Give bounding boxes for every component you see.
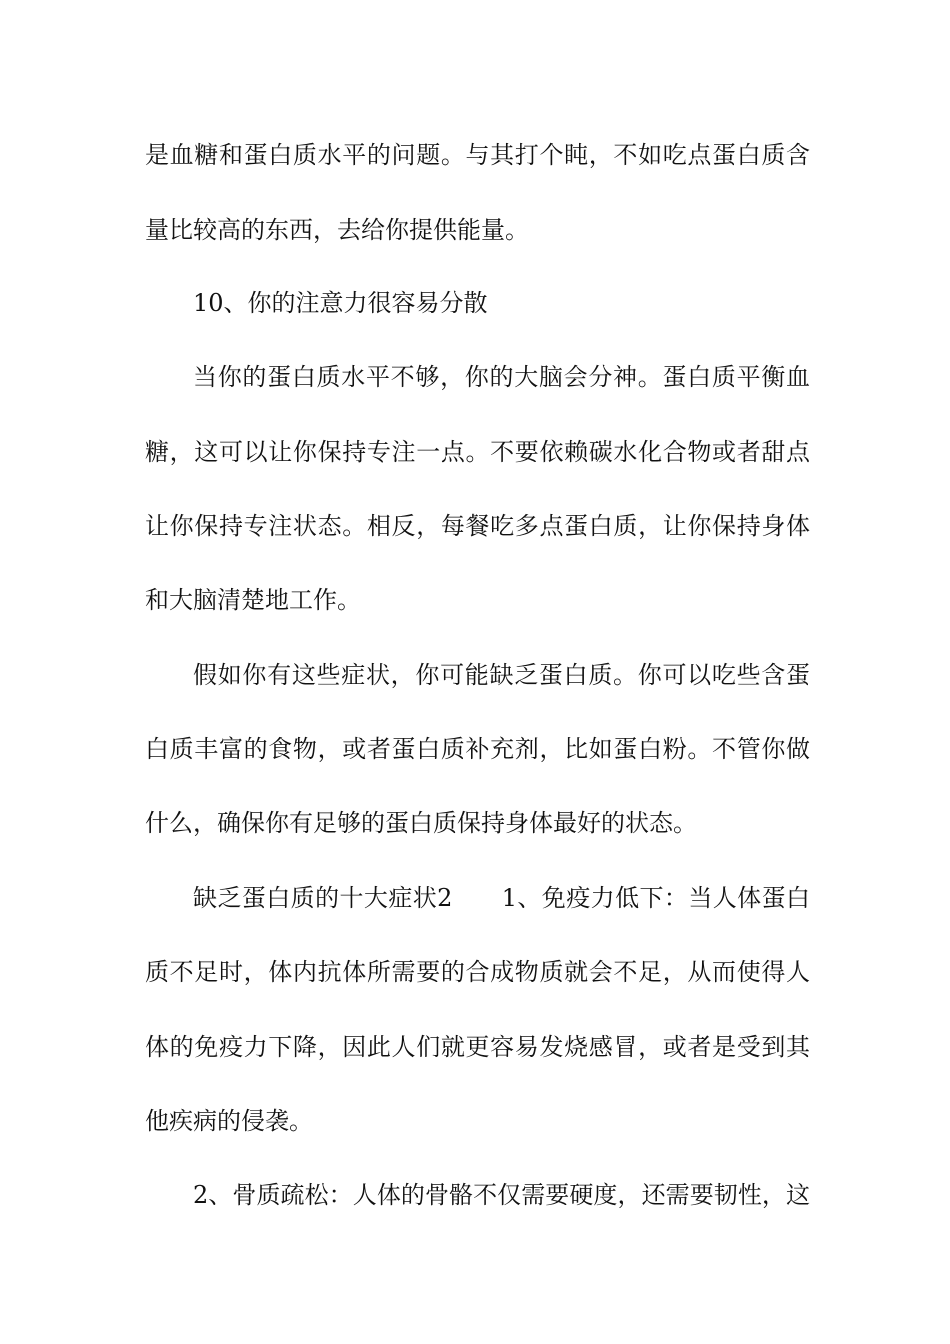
text-line: 糖，这可以让你保持专注一点。不要依赖碳水化合物或者甜点 (145, 438, 810, 466)
text-line: 白质丰富的食物，或者蛋白质补充剂，比如蛋白粉。不管你做 (145, 735, 810, 763)
text-line: 量比较高的东西，去给你提供能量。 (145, 216, 529, 244)
text-line: 什么，确保你有足够的蛋白质保持身体最好的状态。 (145, 809, 697, 837)
text-line: 体的免疫力下降，因此人们就更容易发烧感冒，或者是受到其 (145, 1033, 810, 1061)
text-line: 是血糖和蛋白质水平的问题。与其打个盹，不如吃点蛋白质含 (145, 141, 810, 169)
text-line: 假如你有这些症状，你可能缺乏蛋白质。你可以吃些含蛋 (193, 661, 810, 689)
text-line: 让你保持专注状态。相反，每餐吃多点蛋白质，让你保持身体 (145, 512, 810, 540)
section-heading: 10、你的注意力很容易分散 (193, 289, 488, 317)
text-line: 当你的蛋白质水平不够，你的大脑会分神。蛋白质平衡血 (193, 363, 810, 391)
text-line: 和大脑清楚地工作。 (145, 586, 361, 614)
text-line: 2、骨质疏松：人体的骨骼不仅需要硬度，还需要韧性，这 (193, 1181, 810, 1209)
text-line: 缺乏蛋白质的十大症状2 1、免疫力低下：当人体蛋白 (193, 884, 810, 912)
text-line: 他疾病的侵袭。 (145, 1107, 313, 1135)
text-line: 质不足时，体内抗体所需要的合成物质就会不足，从而使得人 (145, 958, 810, 986)
